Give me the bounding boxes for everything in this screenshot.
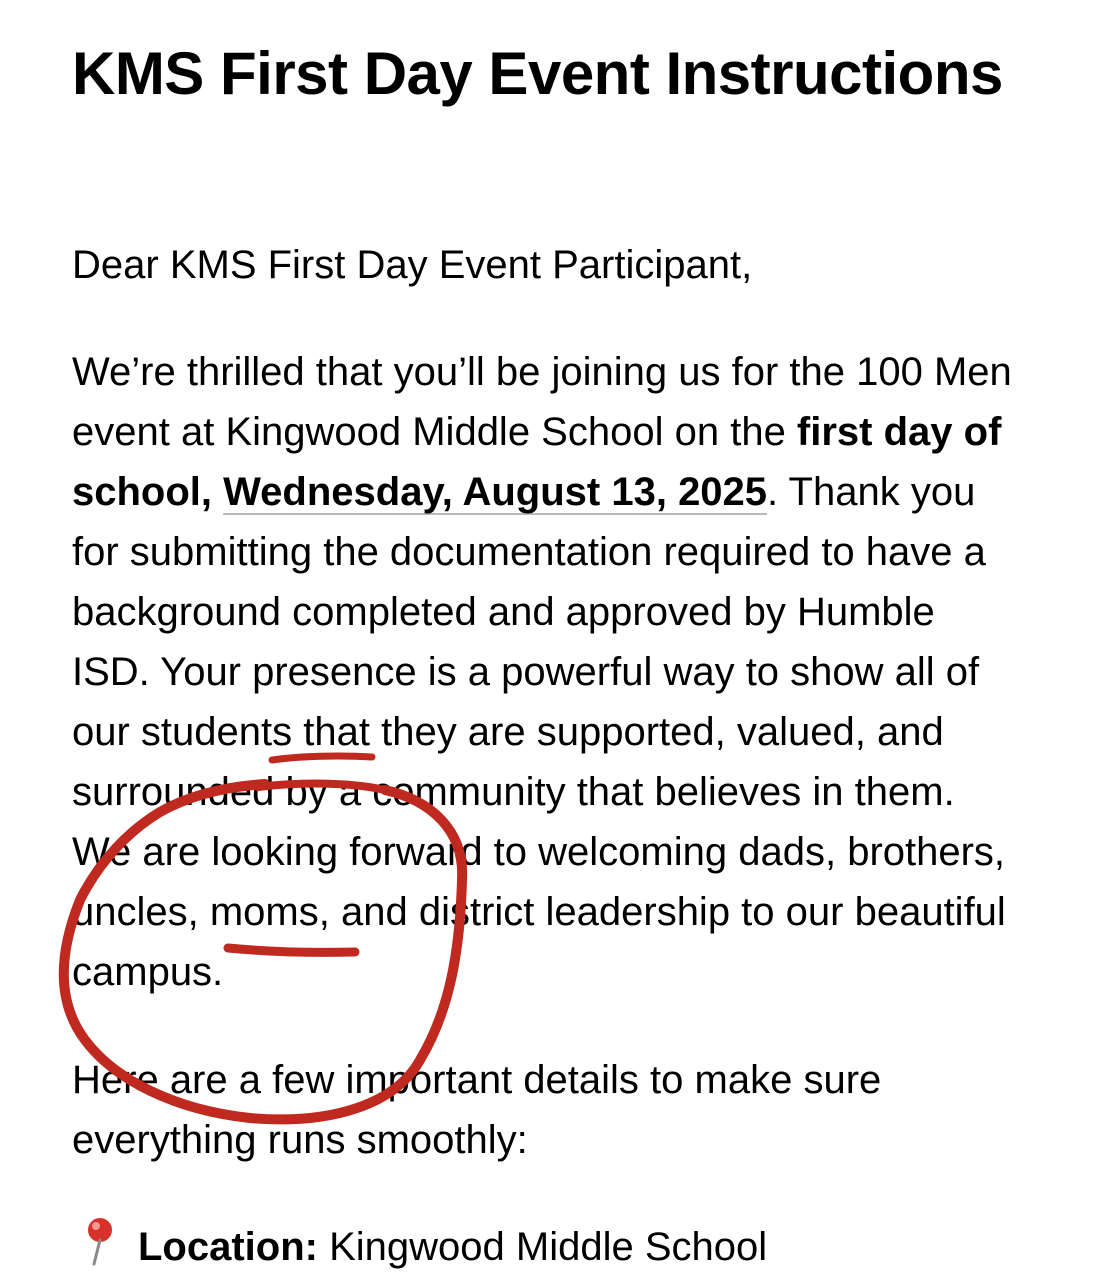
bold-text: school,: [72, 470, 224, 514]
paragraph-line: ISD. Your presence is a powerful way to show all of: [72, 650, 980, 694]
location-label: Location:: [138, 1225, 318, 1269]
page-title: KMS First Day Event Instructions: [72, 40, 1003, 107]
event-date-link[interactable]: Wednesday, August 13, 2025: [223, 470, 768, 514]
paragraph-line: We’re thrilled that you’ll be joining us for the 100 Men: [72, 350, 1012, 394]
text-span: . Thank you: [767, 470, 976, 514]
paragraph-line: campus.: [72, 950, 224, 994]
paragraph-line: [72, 462, 1115, 522]
paragraph-line: for submitting the documentation required to have a: [72, 530, 986, 574]
paragraph-line: uncles, moms, and district leadership to our beautiful: [72, 890, 1006, 934]
paragraph-line: surrounded by a community that believes in them.: [72, 770, 955, 814]
paragraph-line: Here are a few important details to make sure: [72, 1058, 882, 1102]
bold-text: first day of: [796, 410, 1002, 454]
paragraph-line: our students that they are supported, valued, and: [72, 710, 944, 754]
text-span: event at Kingwood Middle School on the: [72, 410, 797, 454]
details-paragraph: [72, 1050, 1115, 1170]
intro-paragraph: [72, 342, 1115, 1002]
pushpin-icon: [72, 1216, 128, 1266]
paragraph-line: everything runs smoothly:: [72, 1118, 528, 1162]
paragraph-line: background completed and approved by Humble: [72, 590, 935, 634]
greeting: Dear KMS First Day Event Participant,: [72, 243, 753, 287]
paragraph-line: We are looking forward to welcoming dads, brothers,: [72, 830, 1006, 874]
location-line: [72, 1216, 767, 1277]
paragraph-line: [72, 402, 1115, 462]
location-value: Kingwood Middle School: [317, 1225, 768, 1269]
